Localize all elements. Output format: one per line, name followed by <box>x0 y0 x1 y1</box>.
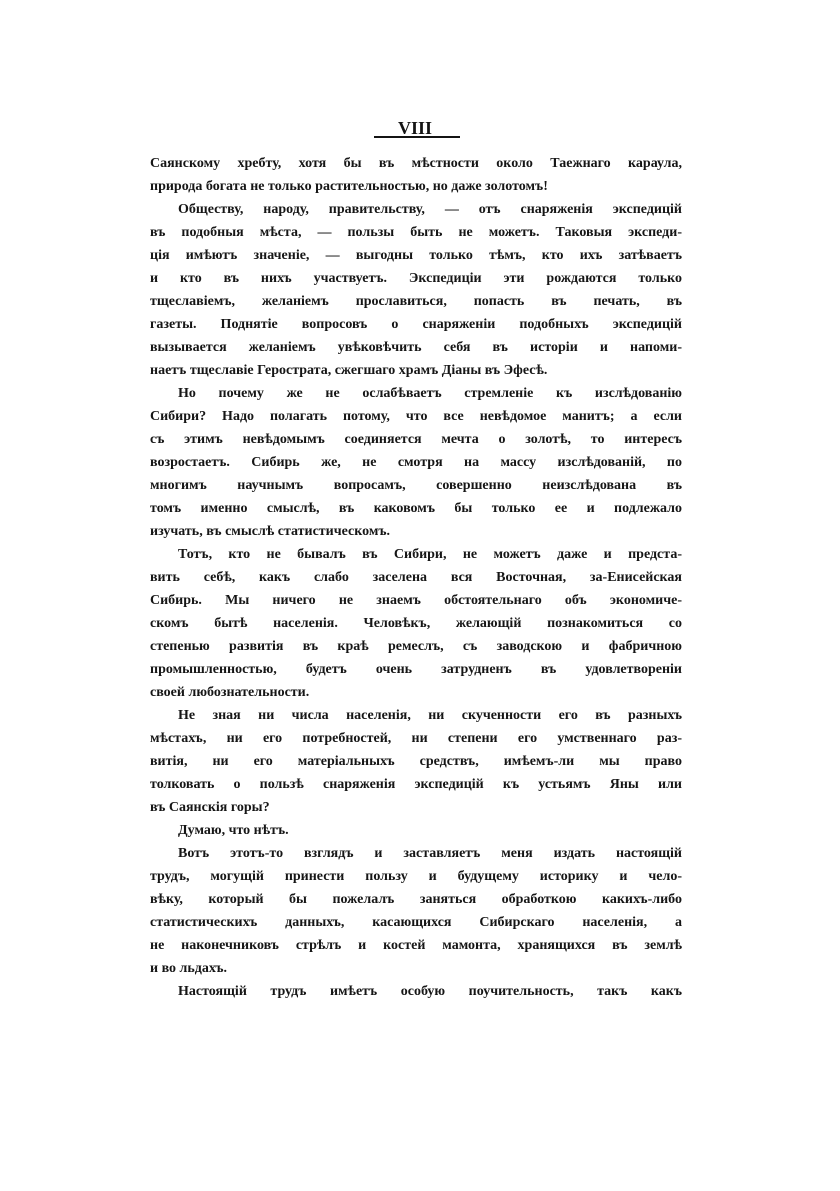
text-line: тщеславіемъ, желаніемъ прославиться, попасть въ печать, въ <box>150 294 682 309</box>
text-line: природа богата не только растительностью, но даже золотомъ! <box>150 179 548 194</box>
text-line: Сибири? Надо полагать потому, что все невѣдомое манитъ; а если <box>150 409 682 424</box>
text-line: Но почему же не ослабѣваетъ стремленіе къ изслѣдованію <box>178 386 682 401</box>
page-number-rule <box>374 136 460 138</box>
text-line: толковать о пользѣ снаряженія экспедицій къ устьямъ Яны или <box>150 777 682 792</box>
text-line: возростаетъ. Сибирь же, не смотря на массу изслѣдованій, по <box>150 455 682 470</box>
text-line: Думаю, что нѣтъ. <box>178 823 289 838</box>
text-line: наетъ тщеславіе Герострата, сжегшаго храмъ Діаны въ Эфесѣ. <box>150 363 548 378</box>
text-line: ція имѣютъ значеніе, — выгодны только тѣмъ, кто ихъ затѣваетъ <box>150 248 682 263</box>
text-line: Сибирь. Мы ничего не знаемъ обстоятельнаго объ экономиче- <box>150 593 682 608</box>
text-line: скомъ бытѣ населенія. Человѣкъ, желающій познакомиться со <box>150 616 682 631</box>
text-line: изучать, въ смыслѣ статистическомъ. <box>150 524 391 539</box>
text-line: вѣку, который бы пожелалъ заняться обработкою какихъ-либо <box>150 892 682 907</box>
text-line: и во льдахъ. <box>150 961 227 976</box>
text-line: своей любознательности. <box>150 685 310 700</box>
text-line: промышленностью, будетъ очень затрудненъ въ удовлетвореніи <box>150 662 682 677</box>
text-line: въ Саянскія горы? <box>150 800 270 815</box>
text-line: въ подобныя мѣста, — пользы быть не можетъ. Таковыя экспеди- <box>150 225 682 240</box>
text-line: Обществу, народу, правительству, — отъ снаряженія экспедицій <box>178 202 682 217</box>
text-line: мѣстахъ, ни его потребностей, ни степени его умственнаго раз- <box>150 731 682 746</box>
text-line: Саянскому хребту, хотя бы въ мѣстности около Таежнаго караула, <box>150 156 682 171</box>
body-text <box>150 152 682 1003</box>
text-line: Настоящій трудъ имѣетъ особую поучительность, такъ какъ <box>178 984 682 999</box>
text-line: не наконечниковъ стрѣлъ и костей мамонта, хранящихся въ землѣ <box>150 938 682 953</box>
text-line: Не зная ни числа населенія, ни скученности его въ разныхъ <box>178 708 682 723</box>
text-line: Тотъ, кто не бывалъ въ Сибири, не можетъ даже и предста- <box>178 547 682 562</box>
text-line: статистическихъ данныхъ, касающихся Сибирскаго населенія, а <box>150 915 682 930</box>
text-line: степенью развитія въ краѣ ремеслъ, съ заводскою и фабричною <box>150 639 682 654</box>
page-number: VIII <box>397 118 432 138</box>
text-line: съ этимъ невѣдомымъ соединяется мечта о золотѣ, то интересъ <box>150 432 682 447</box>
text-line: многимъ научнымъ вопросамъ, совершенно неизслѣдована въ <box>150 478 682 493</box>
text-line: Вотъ этотъ-то взглядъ и заставляетъ меня издать настоящій <box>178 846 682 861</box>
text-line: и кто въ нихъ участвуетъ. Экспедиціи эти рождаются только <box>150 271 682 286</box>
text-line: вызывается желаніемъ увѣковѣчить себя въ исторіи и напоми- <box>150 340 682 355</box>
text-line: трудъ, могущій принести пользу и будущему историку и чело- <box>150 869 682 884</box>
text-line: газеты. Поднятіе вопросовъ о снаряженіи подобныхъ экспедицій <box>150 317 682 332</box>
text-line: витія, ни его матеріальныхъ средствъ, имѣемъ-ли мы право <box>150 754 682 769</box>
text-line: вить себѣ, какъ слабо заселена вся Восточная, за-Енисейская <box>150 570 682 585</box>
text-line: томъ именно смыслѣ, въ каковомъ бы только ее и подлежало <box>150 501 682 516</box>
